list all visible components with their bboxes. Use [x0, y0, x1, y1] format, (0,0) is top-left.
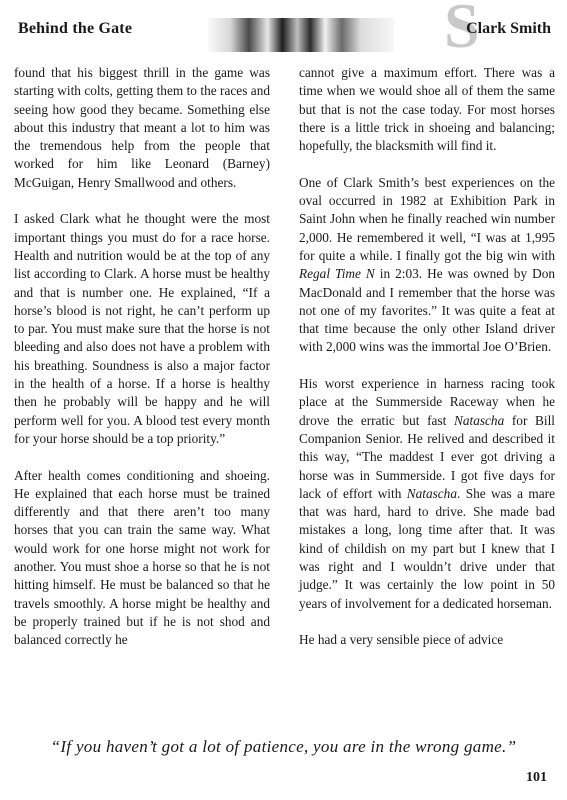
paragraph: He had a very sensible piece of advice — [299, 632, 504, 648]
text-run: . She was a mare that was hard, hard to drive. She made bad mistakes a long, long time after that. It was kind of childish on my part but I knew that I was right and I wouldn’t drive under that judge.” It was certainly the low point in 50 years of involvement for a dedicated horseman. — [299, 485, 555, 611]
page-number: 101 — [526, 770, 547, 785]
text-run: in 2:03. He was owned by Don MacDonald and I remember that the horse was not one of my favorites.” It was quite a feat at that time because the only other Island driver with 2,000 wins was the immortal Joe O’Brien. — [299, 266, 555, 355]
header-photo-banner — [208, 18, 394, 52]
paragraph: After health comes conditioning and shoeing. He explained that each horse must be trained differently and that there aren’t too many horses that you can train the same way. What would work for one horse might not work for another. You must shoe a horse so that he is not hitting himself. He must be balanced so that he travels smoothly. A horse might be healthy and be properly trained but if he is not shod and balanced correctly he — [14, 467, 270, 648]
book-title: Behind the Gate — [18, 20, 133, 37]
chapter-title: Clark Smith — [466, 20, 551, 37]
text-run: for Bill Companion Senior. He relived and described it this way, “The maddest I ever got driving a horse was in Summerside. I got five days for lack of effort with — [299, 412, 556, 501]
text-run: His worst experience in harness racing took place at the Summerside Raceway when he drove the erratic but fast — [299, 376, 555, 428]
paragraph: found that his biggest thrill in the game was starting with colts, getting them to the races and seeing how good they became. Something else about this industry that meant a lot to him was the tremendous help from the people that worked for him like Leonard (Barney) McGuigan, Henry Smallwood and others. — [14, 65, 270, 190]
text-run: One of Clark Smith’s best experiences on the oval occurred in 1982 at Exhibition Park in Saint John when he finally reached win number 2,000. He remembered it well, “I was at 1,995 for quite a while. I finally got the big win with — [299, 174, 555, 263]
chapter-initial-watermark: S — [444, 0, 480, 61]
left-column — [14, 64, 270, 668]
right-column — [299, 64, 555, 668]
paragraph: cannot give a maximum effort. There was a time when we would shoe all of them the same but that is not the case today. For most horses there is a little trick in shoeing and balancing; hopefully, the blacksmith will find it. — [299, 65, 555, 154]
horse-name: Natascha — [406, 485, 457, 501]
horse-name: Regal Time N — [299, 266, 375, 282]
paragraph — [299, 174, 555, 357]
paragraph: I asked Clark what he thought were the most important things you must do for a race horse. Health and nutrition would be at the top of any list according to Clark. A horse must be healthy and that is number one. He explained, “If a horse’s blood is not right, he can’t perform up to par. You must make sure that the horse is not bleeding and also does not have a problem with his breathing. Soundness is also a major factor in the health of a horse. If a horse is healthy then he probably will be happy and he will perform well for you. A blood test every month for your horse should be a top priority.” — [14, 211, 270, 446]
pull-quote: “If you haven’t got a lot of patience, you are in the wrong game.” — [50, 737, 517, 756]
page-header — [0, 0, 567, 62]
horse-name: Natascha — [453, 412, 505, 428]
paragraph — [299, 375, 555, 613]
